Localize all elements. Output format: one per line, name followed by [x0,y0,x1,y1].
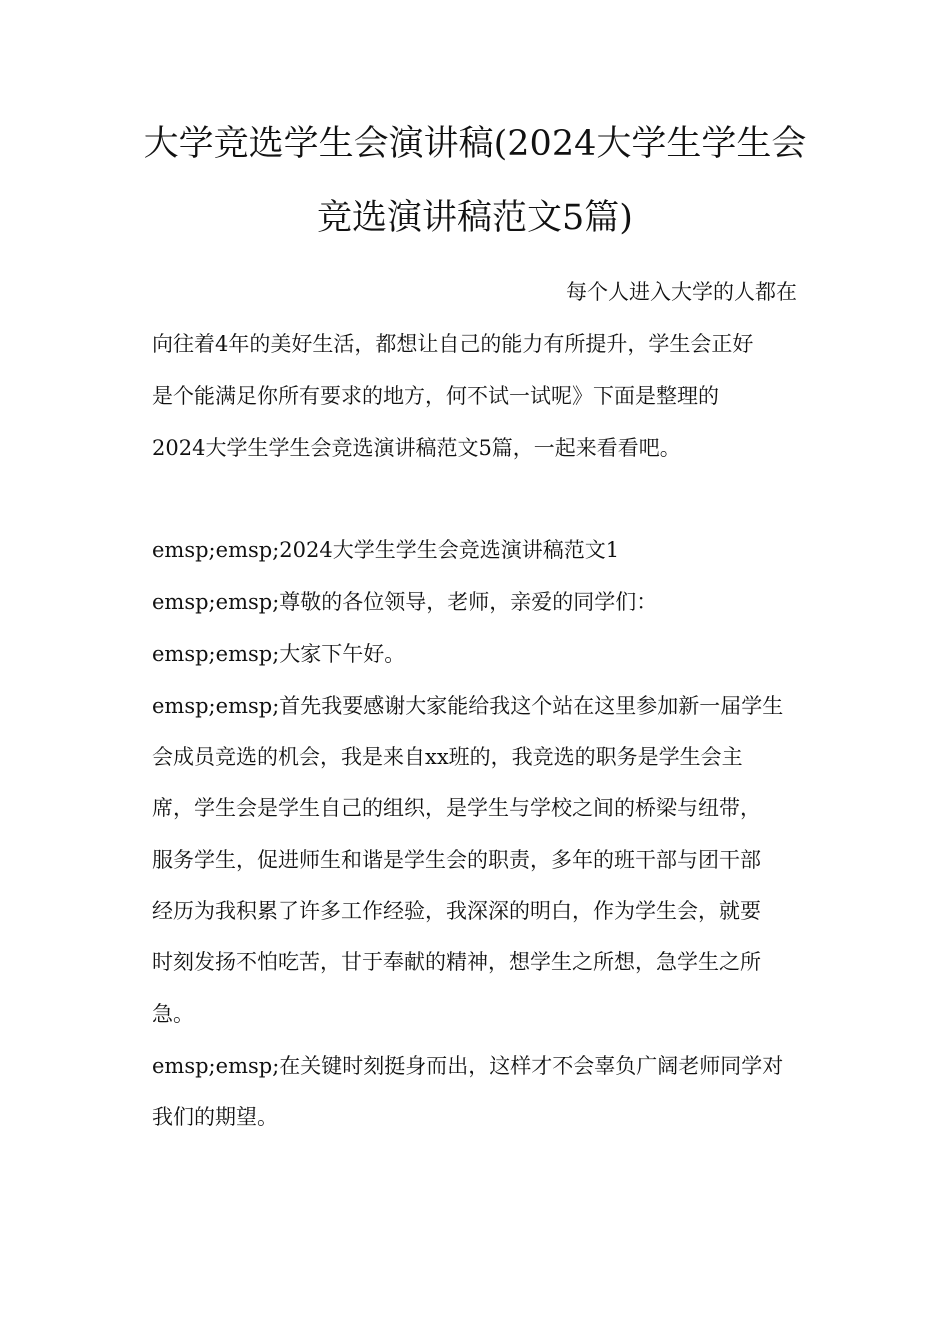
intro-line: 向往着4年的美好生活，都想让自己的能力有所提升，学生会正好 [152,332,754,356]
body-line: emsp;emsp;尊敬的各位领导，老师，亲爱的同学们： [152,590,658,614]
body-line: emsp;emsp;大家下午好。 [152,642,406,666]
document-title-line-1: 大学竞选学生会演讲稿(2024大学生学生会 [143,124,807,164]
intro-line: 每个人进入大学的人都在 [566,280,797,304]
intro-line: 2024大学生学生会竞选演讲稿范文5篇，一起来看看吧。 [152,436,681,460]
body-line: 经历为我积累了许多工作经验，我深深的明白，作为学生会，就要 [152,899,761,923]
body-line: emsp;emsp;在关键时刻挺身而出，这样才不会辜负广阔老师同学对 [152,1054,784,1078]
body-line: emsp;emsp;2024大学生学生会竞选演讲稿范文1 [152,538,620,562]
body-line: emsp;emsp;首先我要感谢大家能给我这个站在这里参加新一届学生 [152,694,784,718]
body-line: 时刻发扬不怕吃苦，甘于奉献的精神，想学生之所想，急学生之所 [152,950,761,974]
intro-line: 是个能满足你所有要求的地方，何不试一试呢》下面是整理的 [152,384,719,408]
body-line: 服务学生，促进师生和谐是学生会的职责，多年的班干部与团干部 [152,848,761,872]
body-line: 急。 [152,1002,194,1026]
body-line: 会成员竞选的机会，我是来自xx班的，我竞选的职务是学生会主 [152,745,743,769]
document-title-line-2: 竞选演讲稿范文5篇) [317,198,633,238]
body-line: 席，学生会是学生自己的组织，是学生与学校之间的桥梁与纽带， [152,796,761,820]
body-line: 我们的期望。 [152,1105,278,1129]
